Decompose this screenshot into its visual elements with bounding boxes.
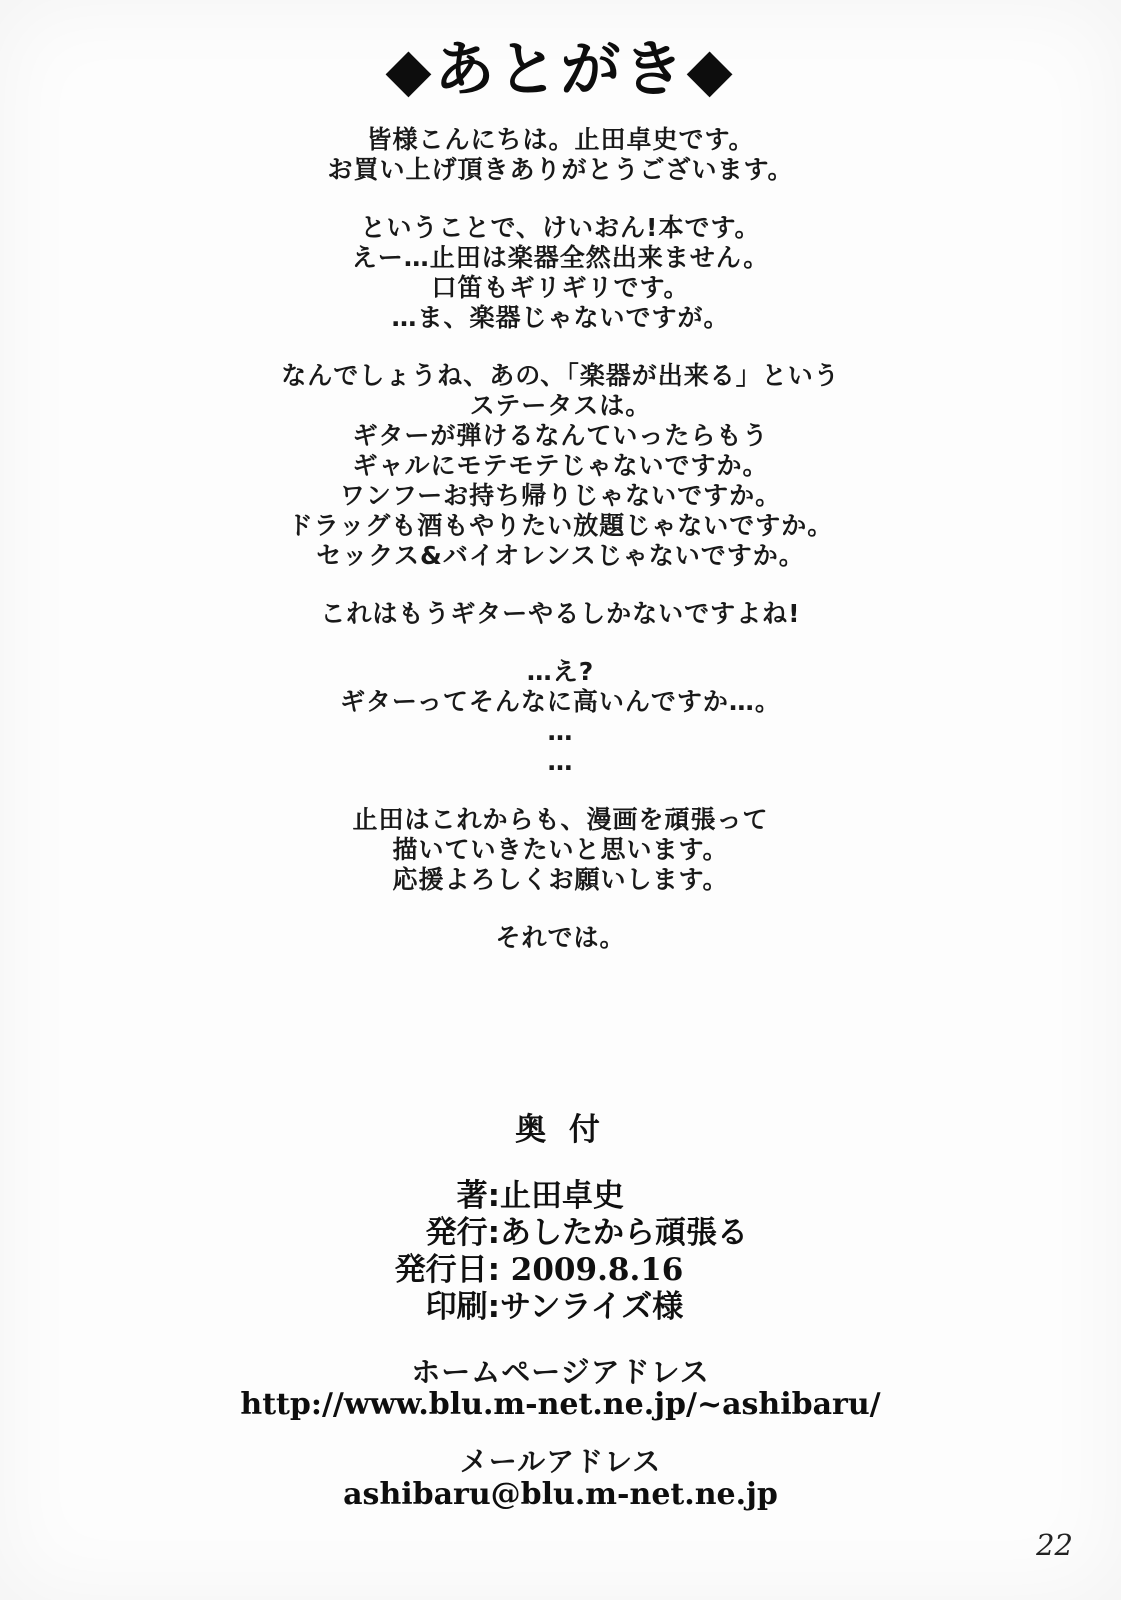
afterword-paragraph bbox=[0, 923, 1121, 953]
afterword-line: ギャルにモテモテじゃないですか。 bbox=[352, 451, 769, 480]
colophon-entries bbox=[210, 1178, 910, 1326]
colophon-heading: 奥 付 bbox=[515, 1112, 606, 1148]
email-address-label: メールアドレス bbox=[459, 1445, 662, 1478]
afterword-line: ステータスは。 bbox=[469, 391, 652, 420]
colophon-entry-author bbox=[210, 1178, 910, 1215]
afterword-line: …え? bbox=[526, 657, 595, 686]
afterword-line: …ま、楽器じゃないですが。 bbox=[391, 303, 730, 332]
colophon-value: 2009.8.16 bbox=[500, 1252, 684, 1288]
colophon-value: あしたから頑張る bbox=[500, 1215, 748, 1251]
page-number: 22 bbox=[1036, 1528, 1073, 1562]
afterword-paragraph bbox=[0, 125, 1121, 185]
afterword-line: お買い上げ頂きありがとうございます。 bbox=[327, 155, 794, 184]
afterword-line: 止田はこれからも、漫画を頑張って bbox=[352, 805, 769, 834]
afterword-body bbox=[0, 125, 1121, 981]
colophon-label: 発行日: bbox=[394, 1252, 500, 1288]
homepage-url-text: http://www.blu.m-net.ne.jp/~ashibaru/ bbox=[240, 1387, 881, 1422]
page-title: ◆あとがき◆ bbox=[385, 35, 736, 105]
afterword-line: 応援よろしくお願いします。 bbox=[392, 865, 729, 894]
afterword-line: これはもうギターやるしかないですよね! bbox=[320, 599, 801, 628]
colophon-entry-publish-date bbox=[210, 1252, 910, 1289]
afterword-line: … bbox=[547, 747, 574, 776]
afterword-line: ワンフーお持ち帰りじゃないですか。 bbox=[339, 481, 782, 510]
afterword-line: 描いていきたいと思います。 bbox=[392, 835, 729, 864]
colophon-label: 発行: bbox=[425, 1215, 500, 1251]
afterword-paragraph bbox=[0, 213, 1121, 333]
afterword-line: それでは。 bbox=[495, 923, 626, 952]
afterword-line: セックス&バイオレンスじゃないですか。 bbox=[316, 541, 805, 570]
afterword-line: えー…止田は楽器全然出来ません。 bbox=[351, 243, 770, 272]
colophon-entry-printer bbox=[210, 1289, 910, 1326]
email-address-text: ashibaru@blu.m-net.ne.jp bbox=[343, 1477, 778, 1512]
colophon-value: 止田卓史 bbox=[500, 1178, 624, 1214]
afterword-line: ギターが弾けるなんていったらもう bbox=[352, 421, 769, 450]
afterword-line: なんでしょうね、あの、「楽器が出来る」という bbox=[281, 361, 840, 390]
afterword-line: 口笛もギリギリです。 bbox=[431, 273, 690, 302]
afterword-paragraph bbox=[0, 599, 1121, 629]
afterword-paragraph bbox=[0, 805, 1121, 895]
colophon-label: 印刷: bbox=[425, 1289, 500, 1325]
afterword-line: 皆様こんにちは。止田卓史です。 bbox=[366, 125, 755, 154]
afterword-line: ドラッグも酒もやりたい放題じゃないですか。 bbox=[287, 511, 834, 540]
afterword-line: … bbox=[547, 717, 574, 746]
afterword-line: ギターってそんなに高いんですか…。 bbox=[340, 687, 781, 716]
colophon-label: 著: bbox=[456, 1178, 500, 1214]
afterword-paragraph bbox=[0, 657, 1121, 777]
colophon-entry-publisher bbox=[210, 1215, 910, 1252]
afterword-line: ということで、けいおん!本です。 bbox=[360, 213, 761, 242]
afterword-paragraph bbox=[0, 361, 1121, 571]
homepage-address-label: ホームページアドレス bbox=[411, 1355, 710, 1389]
colophon-value: サンライズ様 bbox=[500, 1289, 684, 1325]
